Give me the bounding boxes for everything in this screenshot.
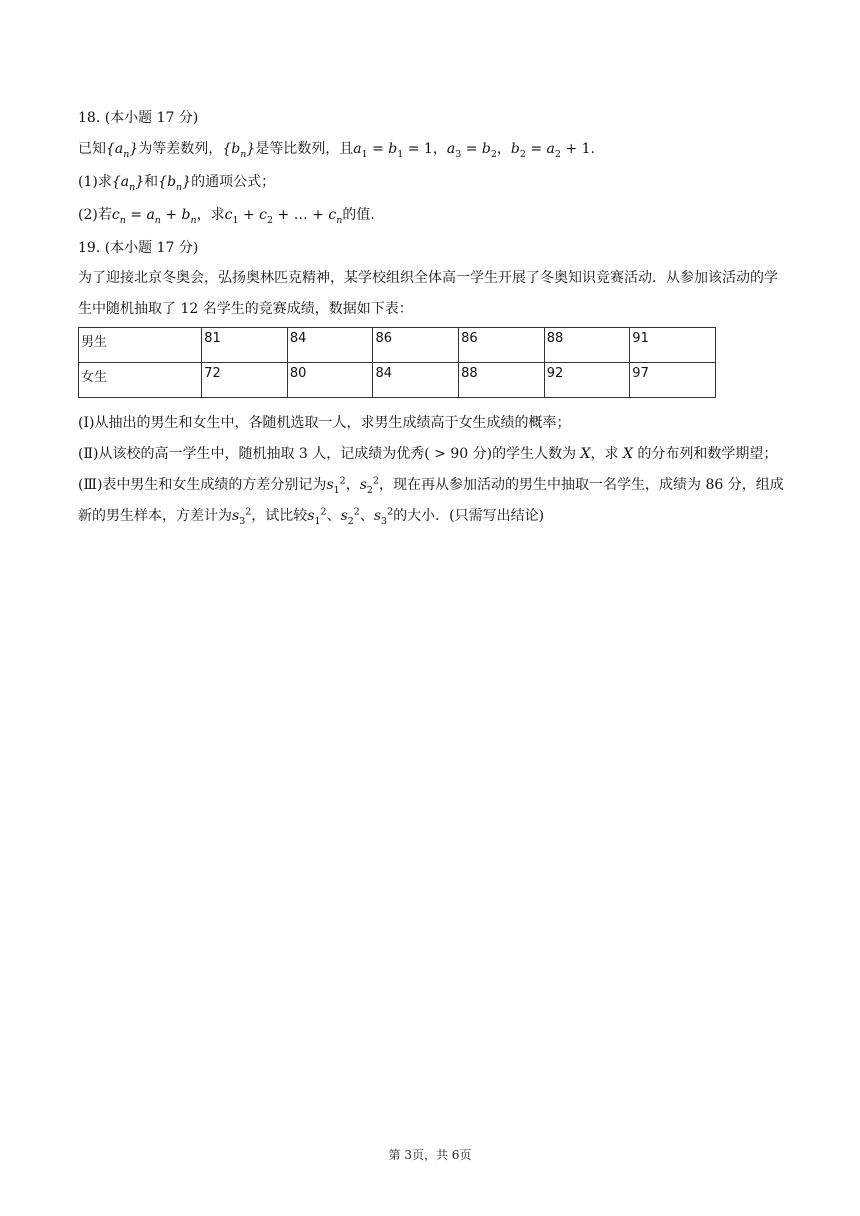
- table-cell: 88: [459, 363, 545, 398]
- table-cell: 80: [287, 363, 373, 398]
- table-cell: 81: [202, 328, 288, 363]
- table-cell: 84: [373, 363, 459, 398]
- q19-part1: (Ⅰ)从抽出的男生和女生中，各随机选取一人，求男生成绩高于女生成绩的概率；: [78, 415, 571, 431]
- table-cell: 72: [202, 363, 288, 398]
- table-row-female: [79, 363, 716, 398]
- table-cell: 91: [630, 328, 716, 363]
- q19-intro: 为了迎接北京冬奥会，弘扬奥林匹克精神，某学校组织全体高一学生开展了冬奥知识竞赛活动．从参加该活动的学生中随机抽取了 12 名学生的竞赛成绩，数据如下表：: [78, 270, 778, 317]
- table-cell-label: 女生: [79, 363, 202, 398]
- q18-part2: (2)若$c_n = a_n + b_n$，求$c_1 + c_2$ + … + $c_n$的值.: [78, 207, 375, 226]
- q18-stem: 已知$\{a_n\}$为等差数列，$\{b_n\}$是等比数列，且$a_1 = b_1 = 1$，$a_3 = b_2$，$b_2 = a_2 + 1$.: [78, 141, 595, 160]
- table-cell-label: 男生: [79, 328, 202, 363]
- table-cell: 88: [544, 328, 630, 363]
- q18-title: 18. (本小题 17 分): [78, 110, 199, 126]
- q19-title: 19. (本小题 17 分): [78, 240, 199, 256]
- table-cell: 97: [630, 363, 716, 398]
- q19-part2: (Ⅱ)从该校的高一学生中，随机抽取 3 人，记成绩为优秀( > 90 分)的学生人数为 X，求 X 的分布列和数学期望；: [78, 446, 778, 462]
- score-table: [78, 327, 716, 398]
- q19-part3: (Ⅲ)表中男生和女生成绩的方差分别记为$s_1^2$，$s_2^2$，现在再从参加活动的男生中抽取一名学生，成绩为 86 分，组成新的男生样本，方差计为$s_3^2$，试比较$s_1^2$、$s_2^2$、$s_3^2$的大小．(只需写出结论): [78, 475, 784, 527]
- page-content: [78, 108, 788, 532]
- table-row-male: [79, 328, 716, 363]
- table-cell: 84: [287, 328, 373, 363]
- page-footer: 第 3页，共 6页: [388, 1148, 472, 1162]
- q18-part1: (1)求$\{a_n\}$和$\{b_n\}$的通项公式；: [78, 174, 276, 193]
- table-cell: 86: [373, 328, 459, 363]
- table-cell: 86: [459, 328, 545, 363]
- table-cell: 92: [544, 363, 630, 398]
